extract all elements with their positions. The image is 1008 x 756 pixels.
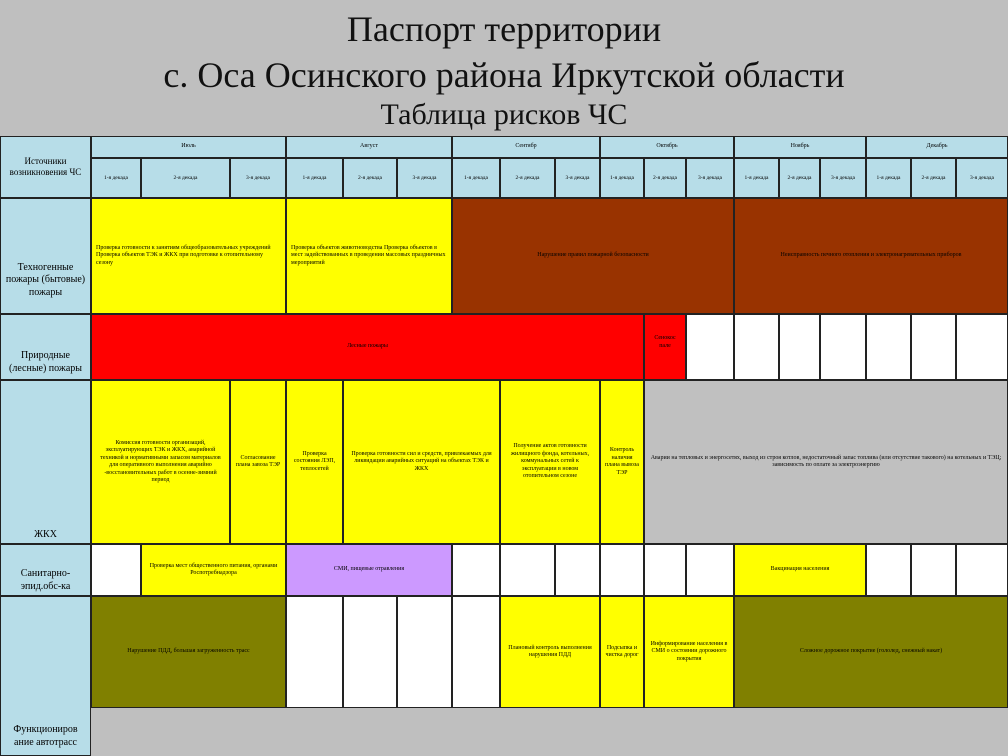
empty-cell xyxy=(555,544,600,596)
zhkh-fuel-control-cell: Контроль наличия плана вывоза ТЭР xyxy=(600,380,644,544)
zhkh-power-lines-check-cell: Проверка состояния ЛЭП, теплосетей xyxy=(286,380,343,544)
decade-header: 3-я декада xyxy=(686,158,734,198)
empty-cell xyxy=(644,544,686,596)
empty-cell xyxy=(866,544,911,596)
empty-cell xyxy=(734,314,779,380)
decade-header: 1-я декада xyxy=(600,158,644,198)
empty-cell xyxy=(956,314,1008,380)
empty-cell xyxy=(866,314,911,380)
decade-header: 2-я декада xyxy=(779,158,820,198)
empty-cell xyxy=(686,544,734,596)
decade-header: 2-я декада xyxy=(911,158,956,198)
zhkh-readiness-commission-cell: Комиссия готовности организаций, эксплуатирующих ТЭК и ЖКХ, аварийной техникой и нормативными запасом материалов для оперативного выполнения аварийно -восстановительных работ в осенне-зимний период xyxy=(91,380,230,544)
empty-cell xyxy=(779,314,820,380)
empty-cell xyxy=(911,314,956,380)
empty-cell xyxy=(397,596,452,708)
roads-media-info-cell: Информирование населения в СМИ о состоянии дорожного покрытия xyxy=(644,596,734,708)
month-header-november: Ноябрь xyxy=(734,136,866,158)
empty-cell xyxy=(911,544,956,596)
zhkh-fuel-plan-cell: Согласование плана завоза ТЭР xyxy=(230,380,286,544)
decade-header: 1-я декада xyxy=(734,158,779,198)
decade-header: 3-я декада xyxy=(820,158,866,198)
decade-header: 3-я декада xyxy=(555,158,600,198)
empty-cell xyxy=(286,596,343,708)
row-label-tech-fires: Техногенные пожары (бытовые) пожары xyxy=(0,198,91,314)
roads-planned-control-cell: Плановый контроль выполнения нарушения ПДД xyxy=(500,596,600,708)
month-header-october: Октябрь xyxy=(600,136,734,158)
table-title: Таблица рисков ЧС xyxy=(380,98,628,131)
decade-header: 2-я декада xyxy=(500,158,555,198)
tech-fires-heating-cell: Неисправность печного отопления и электронагревательных приборов xyxy=(734,198,1008,314)
empty-cell xyxy=(500,544,555,596)
zhkh-forces-readiness-cell: Проверка готовности сил и средств, привлекаемых для ликвидации аварийных ситуаций на объектах ТЭК и ЖКХ xyxy=(343,380,500,544)
decade-header: 1-я декада xyxy=(866,158,911,198)
row-label-roads: Функциониров ание автотрасс xyxy=(0,596,91,756)
empty-cell xyxy=(91,544,141,596)
tech-fires-july-cell: Проверка готовности к занятиям общеобразовательных учреждений Проверка объектов ТЭК и ЖКХ при подготовке к отопительному сезону xyxy=(91,198,286,314)
decade-header: 3-я декада xyxy=(230,158,286,198)
empty-cell xyxy=(956,544,1008,596)
decade-header: 2-я декада xyxy=(141,158,230,198)
month-header-july: Июль xyxy=(91,136,286,158)
empty-cell xyxy=(452,544,500,596)
tech-fires-august-cell: Проверка объектов животноводства Проверка объектов в мест задействованных в проведении массовых праздничных мероприятий xyxy=(286,198,452,314)
empty-cell xyxy=(820,314,866,380)
page-title: Паспорт территории xyxy=(346,9,662,49)
row-label-zhkh: ЖКХ xyxy=(0,380,91,544)
empty-cell xyxy=(600,544,644,596)
zhkh-accidents-cell: Аварии на тепловых и энергосетях, выход из строя котлов, недостаточный запас топлива (или отсутствие такового) на котельных и ТЭЦ; зависимость по оплате за электроэнергию xyxy=(644,380,1008,544)
empty-cell xyxy=(686,314,734,380)
roads-sanding-cell: Подсыпка и чистка дорог xyxy=(600,596,644,708)
sanitary-food-poisoning-cell: СМИ, пищевые отравления xyxy=(286,544,452,596)
sanitary-vaccination-cell: Вакцинация населения xyxy=(734,544,866,596)
decade-header: 1-я декада xyxy=(452,158,500,198)
decade-header: 1-я декада xyxy=(286,158,343,198)
forest-fires-cell: Лесные пожары xyxy=(91,314,644,380)
month-header-september: Сентябр xyxy=(452,136,600,158)
empty-cell xyxy=(343,596,397,708)
decade-header: 2-я декада xyxy=(343,158,397,198)
haymaking-fires-cell: Сенокос пале xyxy=(644,314,686,380)
tech-fires-fire-safety-cell: Нарушение правил пожарной безопасности xyxy=(452,198,734,314)
roads-ice-conditions-cell: Сложное дорожное покрытие (гололед, снежный накат) xyxy=(734,596,1008,708)
zhkh-readiness-acts-cell: Получение актов готовности жилищного фонда, котельных, коммунальных сетей к эксплуатации в новом отопительном сезоне xyxy=(500,380,600,544)
month-header-december: Декабрь xyxy=(866,136,1008,158)
decade-header: 2-я декада xyxy=(644,158,686,198)
decade-header: 1-я декада xyxy=(91,158,141,198)
row-label-sanitary: Санитарно-эпид.обс-ка xyxy=(0,544,91,596)
sanitary-catering-check-cell: Проверка мест общественного питания, органами Роспотребнадзора xyxy=(141,544,286,596)
header-source-label: Источники возникновения ЧС xyxy=(0,136,91,198)
row-label-nature-fires: Природные (лесные) пожары xyxy=(0,314,91,380)
decade-header: 3-я декада xyxy=(397,158,452,198)
roads-traffic-violations-cell: Нарушение ПДД, большая загруженность трасс xyxy=(91,596,286,708)
empty-cell xyxy=(452,596,500,708)
decade-header: 3-я декада xyxy=(956,158,1008,198)
month-header-august: Август xyxy=(286,136,452,158)
page-subtitle: с. Оса Осинского района Иркутской области xyxy=(163,55,845,95)
